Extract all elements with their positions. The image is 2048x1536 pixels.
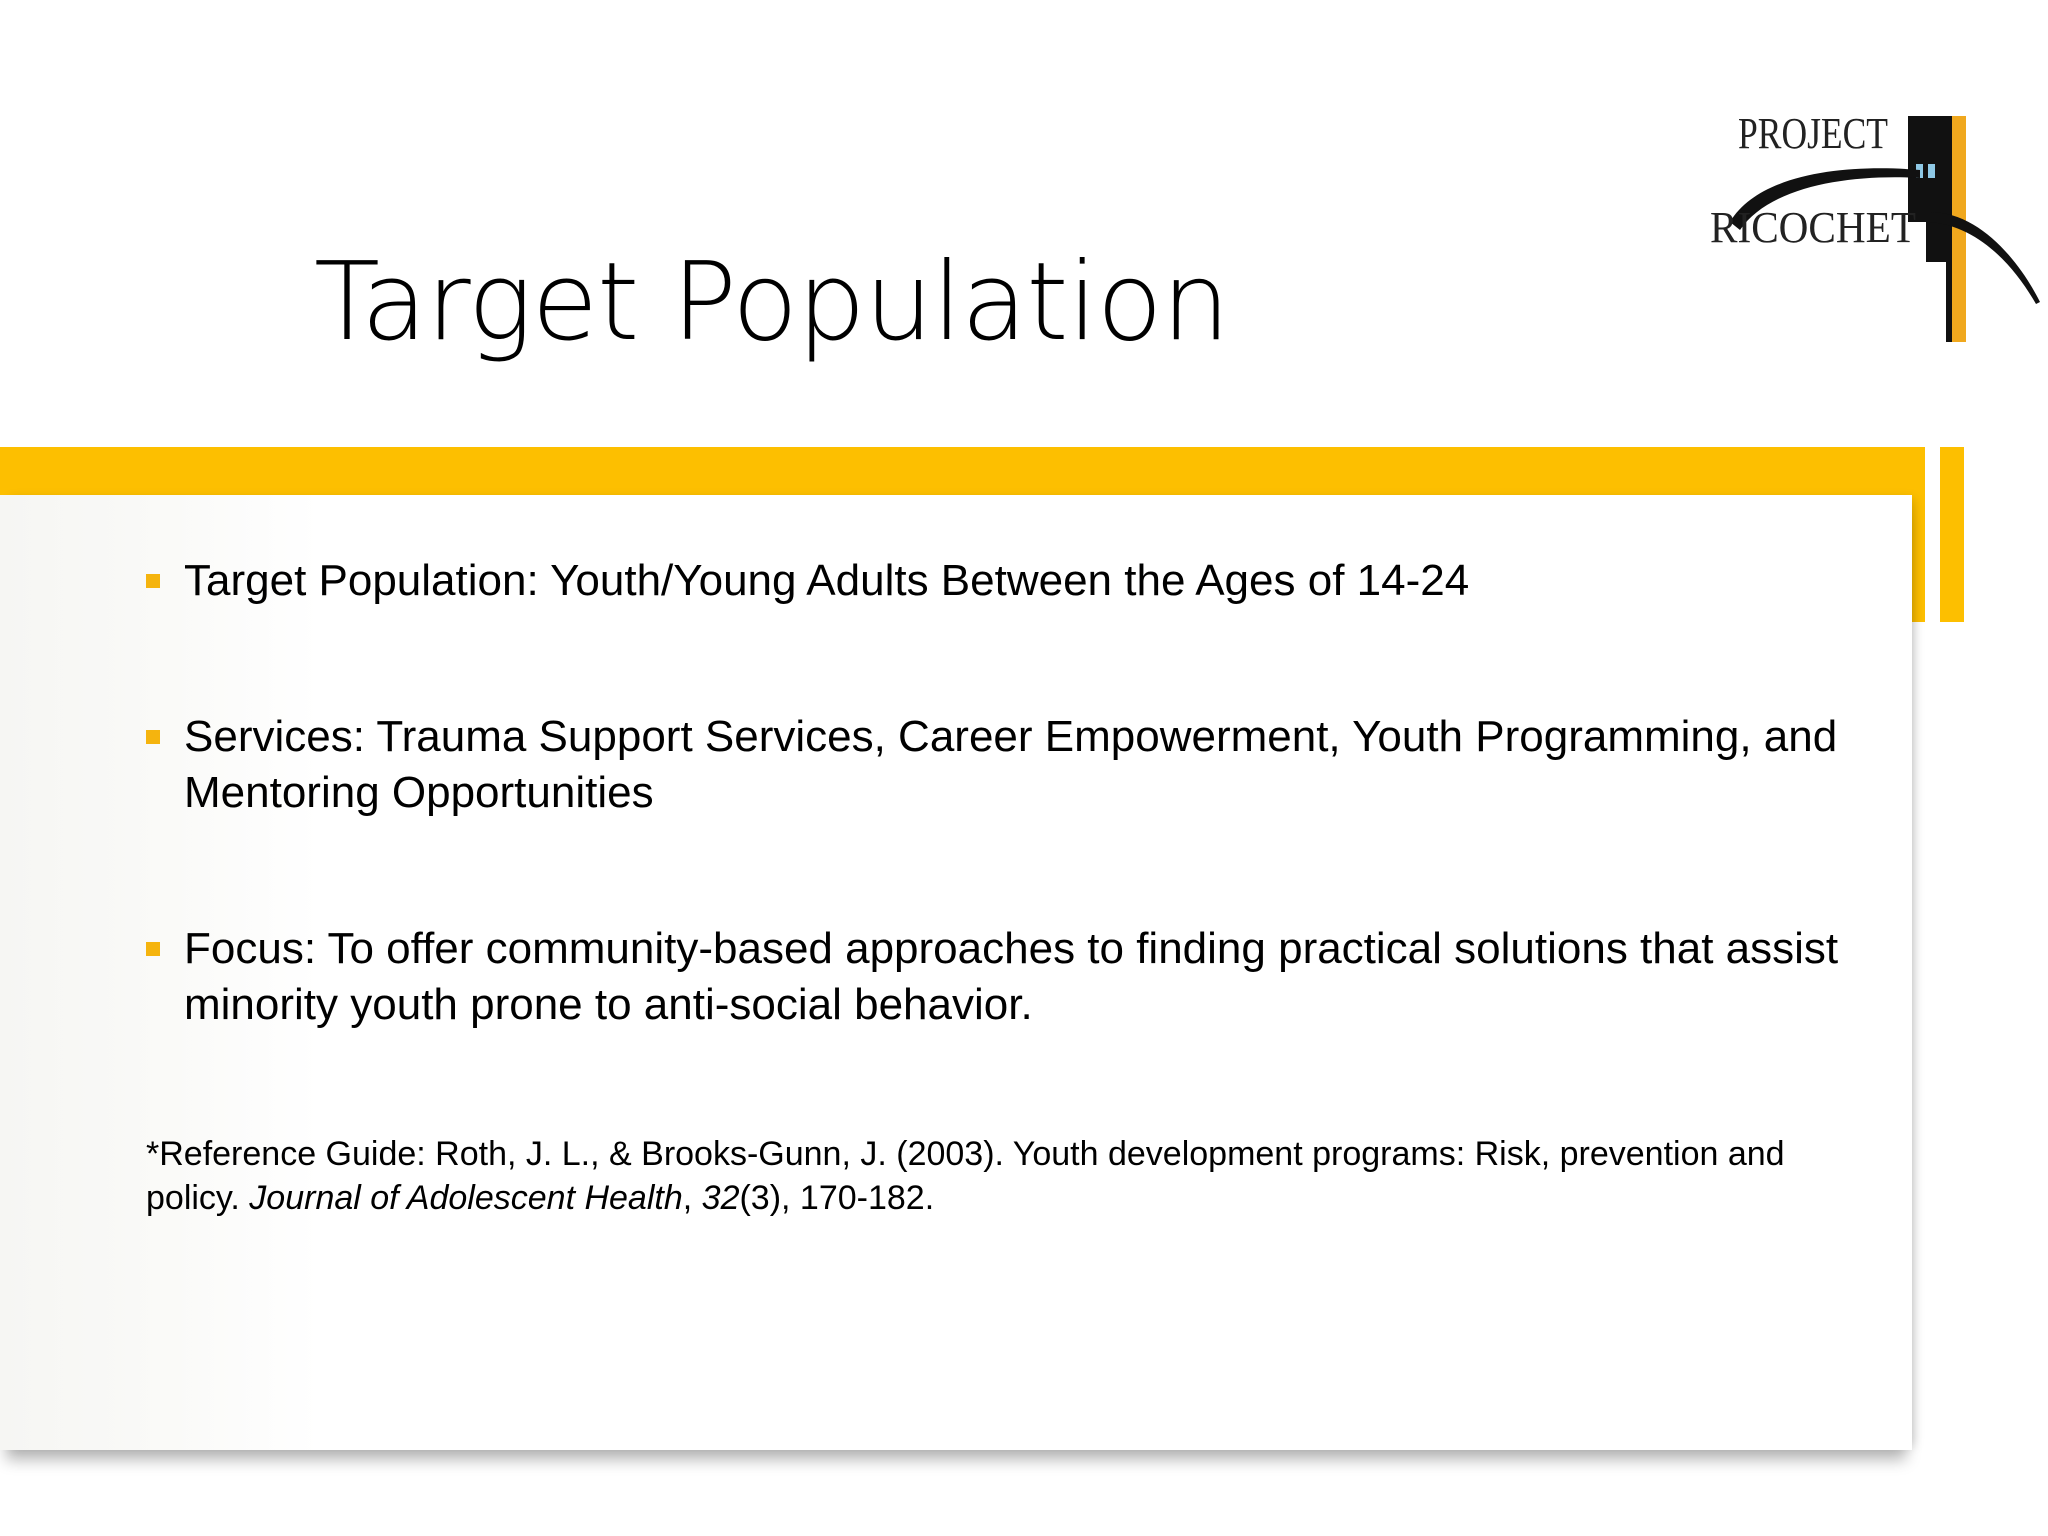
bullet-list [146,553,1846,1033]
reference-suffix: (3), 170-182. [739,1179,935,1217]
logo-text-line1: PROJECT [1738,112,1889,158]
reference-separator: , [682,1179,702,1217]
reference-volume: 32 [701,1179,740,1217]
reference-prefix: *Reference Guide: Roth, J. L., & Brooks-Gunn, J. (2003). Youth development programs: Risk, prevention and policy. [146,1135,1785,1217]
accent-band [0,447,1925,495]
square-bullet-icon [146,942,160,956]
bullet-text: Target Population: Youth/Young Adults Between the Ages of 14-24 [184,556,1470,605]
bullet-item-services [146,709,1846,821]
square-bullet-icon [146,574,160,588]
bullet-item-focus [146,921,1846,1033]
accent-band-right-stripe [1940,447,1964,622]
accent-band-right-stripe [1912,447,1925,622]
logo-text-line2: RICOCHET [1710,203,1917,252]
square-bullet-icon [146,730,160,744]
bullet-text: Services: Trauma Support Services, Career Empowerment, Youth Programming, and Mentoring Opportunities [184,712,1838,817]
reference-journal: Journal of Adolescent Health [249,1179,683,1217]
reference-citation [146,1132,1866,1220]
bullet-item-target-population [146,553,1846,609]
slide-title: Target Population [314,240,1230,365]
bullet-text: Focus: To offer community-based approaches to finding practical solutions that assist minority youth prone to anti-social behavior. [184,924,1839,1029]
project-ricochet-logo [1690,112,2040,352]
